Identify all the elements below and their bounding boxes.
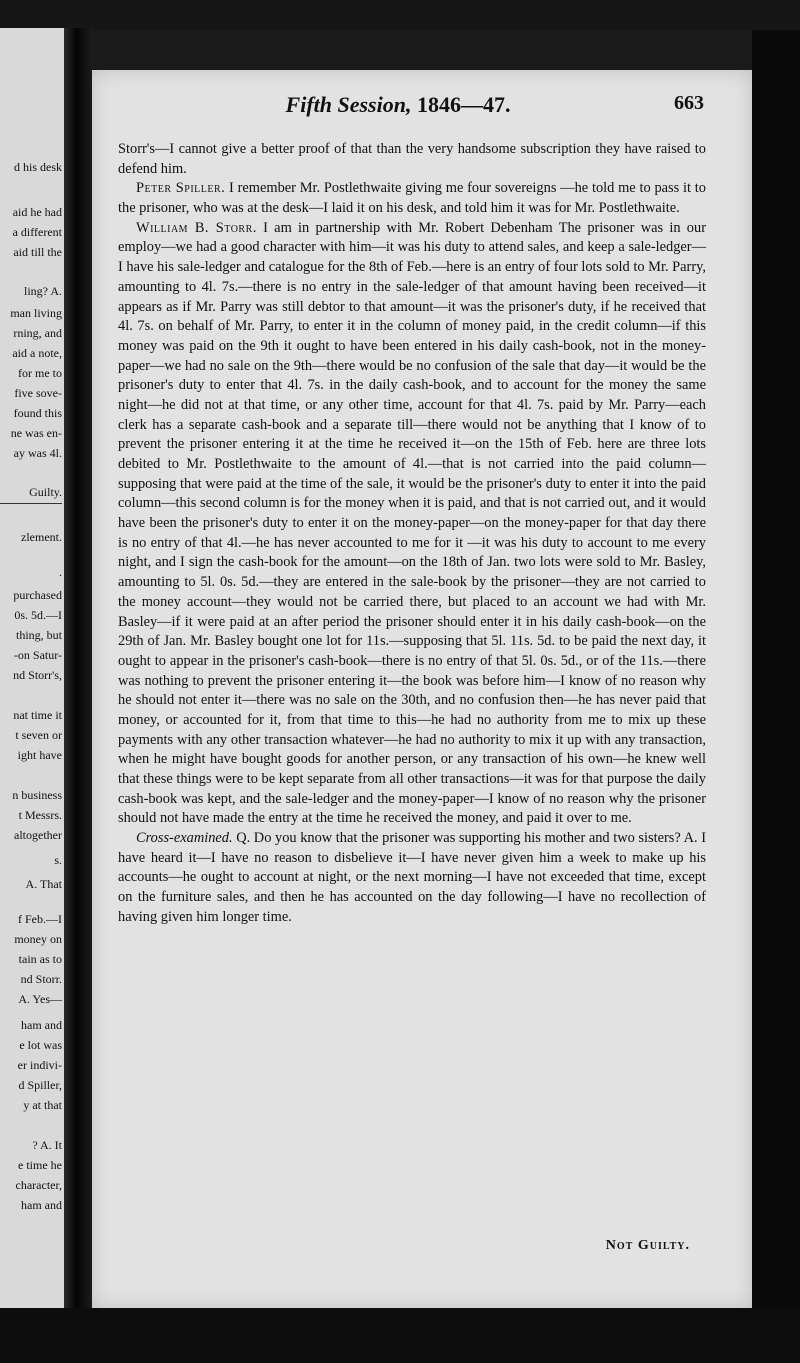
facing-page-text-fragment: ham and — [21, 1018, 62, 1032]
facing-page-text-fragment: e lot was — [19, 1038, 62, 1052]
scan-top-border — [0, 0, 800, 30]
facing-page-text-fragment: aid till the — [13, 245, 62, 259]
facing-page-text-fragment: aid a note, — [12, 346, 62, 360]
facing-page-text-fragment: -on Satur- — [13, 648, 62, 662]
facing-page-text-fragment: ay was 4l. — [13, 446, 62, 460]
facing-page-text-fragment: Guilty. — [29, 485, 62, 499]
facing-page-text-fragment: d his desk — [14, 160, 62, 174]
session-title — [92, 92, 704, 118]
book-gutter — [64, 28, 94, 1310]
cross-examined-label: Cross-examined. — [136, 830, 233, 847]
facing-page-text-fragment: altogether — [14, 828, 62, 842]
facing-page-text-fragment: tain as to — [18, 952, 62, 966]
testimony-paragraph — [118, 219, 706, 829]
facing-page-text-fragment: t seven or — [15, 728, 62, 742]
facing-page-text-fragment: found this — [13, 406, 62, 420]
facing-page-text-fragment: ling? A. — [24, 284, 62, 298]
facing-page-text-fragment: character, — [15, 1178, 62, 1192]
paragraph-text: Q. Do you know that the prisoner was supporting his mother and two sisters? A. I have heard it—I have no reason to disbelieve it—I have never given him a week to make up his accounts—he ought to account at night, or the next morning—I have not exceeded that time, except on the furniture sales, and then he has accounted on the day following—I have no recollection of having given him longer time. — [118, 830, 706, 925]
facing-page-text-fragment: er indivi- — [17, 1058, 62, 1072]
facing-page-text-fragment: s. — [54, 853, 62, 867]
paragraph-text: I remember Mr. Postlethwaite giving me four sovereigns —he told me to pass it to the prisoner, who was at the desk—I laid it on his desk, and told him it was for Mr. Postlethwaite. — [118, 180, 706, 217]
facing-page-text-fragment: A. That — [25, 877, 62, 891]
facing-page-text-fragment: e time he — [18, 1158, 62, 1172]
session-years: 1846—47. — [416, 92, 511, 117]
facing-page-text-fragment: . — [59, 565, 62, 579]
cross-examination-paragraph — [118, 829, 706, 927]
paragraph-continuation — [118, 140, 706, 179]
testimony-paragraph — [118, 179, 706, 218]
session-name: Fifth Session, — [285, 92, 412, 117]
running-header — [92, 92, 704, 122]
facing-page-text-fragment: d Spiller, — [18, 1078, 62, 1092]
body-text — [118, 140, 706, 928]
facing-page-text-fragment: thing, but — [15, 628, 62, 642]
facing-page-text-fragment: aid he had — [12, 205, 62, 219]
facing-page-text-fragment: ight have — [17, 748, 62, 762]
scan-right-border — [752, 30, 800, 1308]
facing-page-fragment — [0, 28, 64, 1310]
facing-page-text-fragment: five sove- — [14, 386, 62, 400]
facing-page-text-fragment: money on — [14, 932, 62, 946]
speaker-name: William B. Storr. — [136, 219, 257, 236]
facing-page-text-fragment: ne was en- — [10, 426, 62, 440]
facing-page-text-fragment: rning, and — [13, 326, 62, 340]
facing-page-text-fragment: purchased — [13, 588, 62, 602]
facing-page-text-fragment: ham and — [21, 1198, 62, 1212]
facing-page-text-fragment: for me to — [18, 366, 62, 380]
facing-page-text-fragment: f Feb.—I — [18, 912, 62, 926]
facing-page-text-fragment: zlement. — [21, 530, 62, 544]
facing-page-text-fragment: a different — [12, 225, 62, 239]
facing-page-text-fragment: n business — [12, 788, 62, 802]
paragraph-text: I am in partnership with Mr. Robert Debenham The prisoner was in our employ—we had a good character with him—it was his duty to attend sales, and keep a sale-ledger—I have his sale-ledger and catalogue for the 8th of Feb.—here is an entry of four lots sold to Mr. Parry, amounting to 4l. 7s.—there is no entry in the sale-ledger of that amount having been received—it appears as if Mr. Parry was still debtor to that amount—it was the prisoner's duty, if he received that 4l. 7s. on behalf of Mr. Parry, to enter it in the column of money paid, in the credit column—if this money was paid on the 9th it ought to have been entered in his daily cash-book, not in the money-paper—we had no sale on the 9th—there would be no confusion of the sale that day—it would be the prisoner's duty to enter that 4l. 7s. in the daily cash-book, and to account for the money the same night—he did not at that time, or any other time, account for that 4l. 7s. paid by Mr. Parry—each clerk has a separate cash-book and a separate till—there would not be anything that I know of to prevent the prisoner entering it at the time he received it—on the 15th of Feb. here are three lots debited to Mr. Postlethwaite to the amount of 4l.—that is not carried into the paid column—supposing that were paid at the time of the sale, it would be the prisoner's duty to enter it into the paid column—this second column is for the money when it is paid, and that is not carried out, and it would have been the prisoner's duty to enter it on the money-paper—on the money-paper for that day there is no entry of that 4l.—he has never accounted to me for it —it was his duty to account to me every night, and I sign the cash-book for the amount—on the 18th of Jan. two lots were sold to Mr. Basley, amounting to 5l. 0s. 5d.—they are entered in the sale-book by the prisoner—they are not carried to the money account—they would not be carried there, but placed to an account we had with Mr. Basley—if it were paid at an after period the prisoner should enter it in his daily cash-book—on the 29th of Jan. Mr. Basley bought one lot for 11s.—supposing that 5l. 11s. 5d. to be paid the next day, it ought to appear in the prisoner's cash-book—there is no entry of that 5l. 0s. 5d., or of the 11s.—there was nothing to prevent the prisoner entering it—the book was before him—I know of no reason why he should not enter it—there was no sale on the 30th, and no confusion then—he has never paid that money, or accounted for it, from that time to this—he had no authority from me to mix up these payments with any other transaction whatever—he had no authority to mix it up with any transaction, when he might have bought goods for another person, or any transaction of his own—he knew well that these things were to be kept separate from all other transactions—it was for that purpose the daily cash-book was kept, and the sale-ledger and the money-paper—I know of no reason why the prisoner should not have made the entry at the time he received the money, and paid it over to me. — [118, 219, 706, 827]
facing-page-text-fragment: man living — [10, 306, 62, 320]
facing-page-text-fragment: y at that — [23, 1098, 62, 1112]
scan-bottom-border — [0, 1308, 800, 1363]
verdict: Not Guilty. — [605, 1238, 690, 1253]
facing-page-rule — [0, 503, 62, 504]
facing-page-text-fragment: A. Yes— — [18, 992, 62, 1006]
paragraph-text: Storr's—I cannot give a better proof of that than the very handsome subscription they have raised to defend him. — [118, 141, 706, 177]
facing-page-text-fragment: nd Storr's, — [13, 668, 62, 682]
facing-page-text-fragment: nat time it — [13, 708, 62, 722]
facing-page-text-fragment: ? A. It — [32, 1138, 62, 1152]
facing-page-text-fragment: nd Storr. — [20, 972, 62, 986]
facing-page-text-fragment: 0s. 5d.—I — [14, 608, 62, 622]
page-number: 663 — [674, 92, 704, 114]
facing-page-text-fragment: t Messrs. — [18, 808, 62, 822]
speaker-name: Peter Spiller. — [136, 180, 226, 197]
